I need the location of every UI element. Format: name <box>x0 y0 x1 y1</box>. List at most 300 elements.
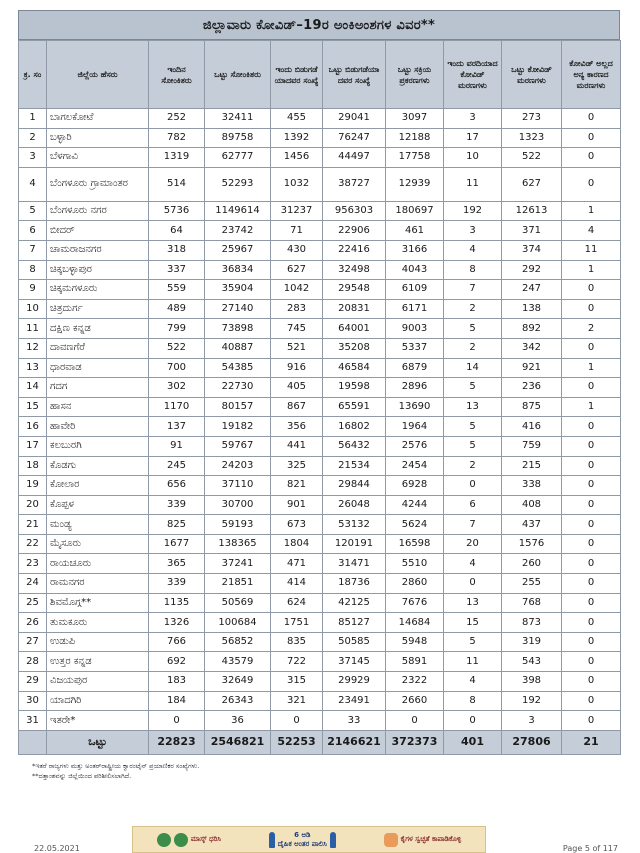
cell-serial: 15 <box>19 397 47 417</box>
table-row <box>19 338 621 358</box>
cell-today-discharged: 0 <box>271 711 323 731</box>
cell-today-discharged: 414 <box>271 574 323 594</box>
cell-today-discharged: 283 <box>271 299 323 319</box>
total-today-cases: 22823 <box>149 730 205 754</box>
cell-active-cases: 180697 <box>386 201 444 221</box>
footnotes <box>18 761 620 781</box>
cell-today-deaths: 14 <box>444 358 502 378</box>
masked-face-icon <box>157 833 171 847</box>
cell-total-deaths: 873 <box>502 613 562 633</box>
cell-total-deaths: 215 <box>502 456 562 476</box>
cell-total-cases: 56852 <box>205 632 271 652</box>
cell-non-covid-deaths: 0 <box>562 711 621 731</box>
cell-today-deaths: 4 <box>444 672 502 692</box>
total-district-name: ಒಟ್ಟು <box>47 730 149 754</box>
cell-total-discharged: 22906 <box>323 221 386 241</box>
cell-total-cases: 62777 <box>205 148 271 168</box>
table-row <box>19 109 621 129</box>
cell-non-covid-deaths: 0 <box>562 280 621 300</box>
cell-today-cases: 339 <box>149 495 205 515</box>
table-row <box>19 397 621 417</box>
table-row <box>19 280 621 300</box>
total-row <box>19 730 621 754</box>
cell-non-covid-deaths: 0 <box>562 417 621 437</box>
cell-non-covid-deaths: 0 <box>562 109 621 129</box>
cell-total-deaths: 255 <box>502 574 562 594</box>
cell-total-discharged: 38727 <box>323 167 386 201</box>
cell-total-deaths: 522 <box>502 148 562 168</box>
cell-district-name: ರಾಮನಗರ <box>47 574 149 594</box>
cell-today-deaths: 4 <box>444 554 502 574</box>
cell-today-cases: 318 <box>149 240 205 260</box>
cell-today-cases: 184 <box>149 691 205 711</box>
table-row <box>19 299 621 319</box>
cell-non-covid-deaths: 0 <box>562 436 621 456</box>
table-row <box>19 691 621 711</box>
cell-total-deaths: 759 <box>502 436 562 456</box>
cell-total-deaths: 1323 <box>502 128 562 148</box>
cell-today-discharged: 867 <box>271 397 323 417</box>
cell-active-cases: 2860 <box>386 574 444 594</box>
cell-active-cases: 7676 <box>386 593 444 613</box>
cell-serial: 27 <box>19 632 47 652</box>
cell-total-discharged: 120191 <box>323 534 386 554</box>
person-icon <box>330 832 336 848</box>
cell-non-covid-deaths: 0 <box>562 515 621 535</box>
cell-non-covid-deaths: 4 <box>562 221 621 241</box>
cell-today-cases: 365 <box>149 554 205 574</box>
table-row <box>19 260 621 280</box>
cell-serial: 23 <box>19 554 47 574</box>
cell-active-cases: 3097 <box>386 109 444 129</box>
cell-total-deaths: 273 <box>502 109 562 129</box>
header-total-deaths: ಒಟ್ಟು ಕೋವಿಡ್ ಮರಣಗಳು <box>502 41 562 109</box>
distance-subtext: ದೈಹಿಕ ಅಂತರ ಪಾಲಿಸಿ <box>277 839 327 848</box>
cell-today-deaths: 8 <box>444 691 502 711</box>
cell-total-discharged: 42125 <box>323 593 386 613</box>
cell-today-cases: 489 <box>149 299 205 319</box>
table-row <box>19 436 621 456</box>
cell-today-discharged: 405 <box>271 378 323 398</box>
cell-today-discharged: 71 <box>271 221 323 241</box>
cell-total-discharged: 16802 <box>323 417 386 437</box>
masked-face-icon <box>174 833 188 847</box>
cell-district-name: ಕೊಡಗು <box>47 456 149 476</box>
cell-total-deaths: 247 <box>502 280 562 300</box>
cell-today-cases: 700 <box>149 358 205 378</box>
cell-non-covid-deaths: 0 <box>562 476 621 496</box>
cell-serial: 9 <box>19 280 47 300</box>
cell-district-name: ಬೆಳಗಾವಿ <box>47 148 149 168</box>
cell-today-deaths: 6 <box>444 495 502 515</box>
footnote: **ದತ್ತಾಂಶವನ್ನು ಜಿಲ್ಲೆಯಿಂದ ಪರಿಶೀಲಿಸಲಾಗಿದೆ. <box>32 771 132 780</box>
table-row <box>19 167 621 201</box>
cell-active-cases: 5891 <box>386 652 444 672</box>
cell-total-discharged: 33 <box>323 711 386 731</box>
cell-today-cases: 782 <box>149 128 205 148</box>
cell-active-cases: 17758 <box>386 148 444 168</box>
cell-non-covid-deaths: 0 <box>562 691 621 711</box>
cell-total-cases: 59193 <box>205 515 271 535</box>
cell-serial: 14 <box>19 378 47 398</box>
cell-today-discharged: 455 <box>271 109 323 129</box>
cell-today-deaths: 2 <box>444 299 502 319</box>
cell-today-discharged: 901 <box>271 495 323 515</box>
cell-today-discharged: 821 <box>271 476 323 496</box>
cell-today-deaths: 10 <box>444 148 502 168</box>
cell-total-cases: 36834 <box>205 260 271 280</box>
table-row <box>19 201 621 221</box>
cell-total-deaths: 138 <box>502 299 562 319</box>
cell-district-name: ಬೆಂಗಳೂರು ಗ್ರಾಮಾಂತರ <box>47 167 149 201</box>
cell-today-cases: 137 <box>149 417 205 437</box>
cell-serial: 21 <box>19 515 47 535</box>
cell-serial: 5 <box>19 201 47 221</box>
cell-total-discharged: 53132 <box>323 515 386 535</box>
cell-serial: 20 <box>19 495 47 515</box>
cell-non-covid-deaths: 0 <box>562 672 621 692</box>
cell-total-deaths: 192 <box>502 691 562 711</box>
cell-total-cases: 27140 <box>205 299 271 319</box>
header-today-cases: ಇಂದಿನ ಸೋಂಕಿತರು <box>149 41 205 109</box>
cell-today-discharged: 471 <box>271 554 323 574</box>
cell-total-discharged: 22416 <box>323 240 386 260</box>
table-row <box>19 711 621 731</box>
table-row <box>19 652 621 672</box>
cell-active-cases: 3166 <box>386 240 444 260</box>
cell-district-name: ರಾಯಚೂರು <box>47 554 149 574</box>
cell-today-deaths: 5 <box>444 319 502 339</box>
cell-non-covid-deaths: 0 <box>562 632 621 652</box>
cell-serial: 13 <box>19 358 47 378</box>
cell-total-deaths: 768 <box>502 593 562 613</box>
cell-district-name: ಮಂಡ್ಯ <box>47 515 149 535</box>
cell-today-deaths: 11 <box>444 167 502 201</box>
cell-today-cases: 91 <box>149 436 205 456</box>
stats-sheet <box>18 10 620 781</box>
cell-district-name: ಬಳ್ಳಾರಿ <box>47 128 149 148</box>
cell-total-deaths: 398 <box>502 672 562 692</box>
cell-today-deaths: 7 <box>444 515 502 535</box>
cell-today-deaths: 8 <box>444 260 502 280</box>
cell-today-cases: 1170 <box>149 397 205 417</box>
total-active-cases: 372373 <box>386 730 444 754</box>
cell-district-name: ಬಾಗಲಕೋಟೆ <box>47 109 149 129</box>
cell-total-cases: 24203 <box>205 456 271 476</box>
cell-active-cases: 9003 <box>386 319 444 339</box>
cell-today-deaths: 3 <box>444 109 502 129</box>
cell-today-cases: 522 <box>149 338 205 358</box>
cell-total-cases: 26343 <box>205 691 271 711</box>
table-row <box>19 534 621 554</box>
table-row <box>19 574 621 594</box>
cell-total-deaths: 437 <box>502 515 562 535</box>
cell-total-discharged: 29844 <box>323 476 386 496</box>
cell-total-deaths: 292 <box>502 260 562 280</box>
cell-district-name: ಕಲಬುರಗಿ <box>47 436 149 456</box>
cell-serial: 3 <box>19 148 47 168</box>
cell-today-cases: 514 <box>149 167 205 201</box>
hand-wash-icon <box>384 833 398 847</box>
cell-district-name: ಚಿತ್ರದುರ್ಗ <box>47 299 149 319</box>
table-row <box>19 378 621 398</box>
cell-total-discharged: 18736 <box>323 574 386 594</box>
cell-non-covid-deaths: 0 <box>562 652 621 672</box>
cell-district-name: ಚಾಮರಾಜನಗರ <box>47 240 149 260</box>
cell-total-cases: 59767 <box>205 436 271 456</box>
cell-today-cases: 1326 <box>149 613 205 633</box>
header-district: ಜಿಲ್ಲೆಯ ಹೆಸರು <box>47 41 149 109</box>
cell-today-discharged: 356 <box>271 417 323 437</box>
cell-total-discharged: 31471 <box>323 554 386 574</box>
header-active-cases: ಒಟ್ಟು ಸಕ್ರಿಯ ಪ್ರಕರಣಗಳು <box>386 41 444 109</box>
cell-district-name: ಯಾದಗಿರಿ <box>47 691 149 711</box>
cell-serial: 31 <box>19 711 47 731</box>
cell-total-discharged: 37145 <box>323 652 386 672</box>
cell-today-discharged: 315 <box>271 672 323 692</box>
cell-total-cases: 50569 <box>205 593 271 613</box>
cell-total-cases: 1149614 <box>205 201 271 221</box>
cell-today-deaths: 2 <box>444 338 502 358</box>
cell-today-deaths: 0 <box>444 574 502 594</box>
table-row <box>19 613 621 633</box>
cell-non-covid-deaths: 0 <box>562 299 621 319</box>
table-body <box>19 109 621 755</box>
cell-active-cases: 12188 <box>386 128 444 148</box>
cell-total-cases: 30700 <box>205 495 271 515</box>
cell-non-covid-deaths: 0 <box>562 593 621 613</box>
cell-total-deaths: 3 <box>502 711 562 731</box>
cell-total-cases: 25967 <box>205 240 271 260</box>
cell-today-cases: 183 <box>149 672 205 692</box>
cell-total-cases: 21851 <box>205 574 271 594</box>
cell-district-name: ಚಿಕ್ಕಬಳ್ಳಾಪುರ <box>47 260 149 280</box>
cell-serial: 6 <box>19 221 47 241</box>
cell-today-discharged: 1804 <box>271 534 323 554</box>
cell-active-cases: 16598 <box>386 534 444 554</box>
cell-district-name: ಕೊಪ್ಪಳ <box>47 495 149 515</box>
cell-today-deaths: 17 <box>444 128 502 148</box>
cell-today-cases: 245 <box>149 456 205 476</box>
cell-today-cases: 559 <box>149 280 205 300</box>
cell-active-cases: 0 <box>386 711 444 731</box>
cell-total-discharged: 76247 <box>323 128 386 148</box>
safety-banner <box>132 826 486 853</box>
cell-active-cases: 2576 <box>386 436 444 456</box>
cell-today-deaths: 192 <box>444 201 502 221</box>
cell-district-name: ಇತರೇ* <box>47 711 149 731</box>
cell-today-deaths: 20 <box>444 534 502 554</box>
cell-total-discharged: 29548 <box>323 280 386 300</box>
cell-today-deaths: 5 <box>444 378 502 398</box>
cell-non-covid-deaths: 11 <box>562 240 621 260</box>
table-row <box>19 240 621 260</box>
cell-active-cases: 2660 <box>386 691 444 711</box>
page-number: Page 5 of 117 <box>562 844 618 853</box>
cell-district-name: ಹಾಸನ <box>47 397 149 417</box>
footer-date: 22.05.2021 <box>34 844 80 853</box>
table-row <box>19 319 621 339</box>
cell-today-discharged: 624 <box>271 593 323 613</box>
cell-district-name: ಶಿವಮೊಗ್ಗ** <box>47 593 149 613</box>
cell-active-cases: 2322 <box>386 672 444 692</box>
cell-active-cases: 1964 <box>386 417 444 437</box>
header-today-deaths: ಇಂದು ವರದಿಯಾದ ಕೋವಿಡ್ ಮರಣಗಳು <box>444 41 502 109</box>
cell-total-deaths: 921 <box>502 358 562 378</box>
cell-today-discharged: 31237 <box>271 201 323 221</box>
cell-total-cases: 37110 <box>205 476 271 496</box>
cell-total-deaths: 260 <box>502 554 562 574</box>
cell-today-discharged: 1042 <box>271 280 323 300</box>
cell-today-deaths: 11 <box>444 652 502 672</box>
cell-total-discharged: 956303 <box>323 201 386 221</box>
table-row <box>19 456 621 476</box>
cell-total-cases: 73898 <box>205 319 271 339</box>
cell-district-name: ಗದಗ <box>47 378 149 398</box>
cell-total-deaths: 319 <box>502 632 562 652</box>
cell-today-cases: 337 <box>149 260 205 280</box>
cell-today-deaths: 3 <box>444 221 502 241</box>
cell-total-cases: 32411 <box>205 109 271 129</box>
cell-today-discharged: 1032 <box>271 167 323 201</box>
cell-total-deaths: 236 <box>502 378 562 398</box>
cell-active-cases: 5510 <box>386 554 444 574</box>
cell-active-cases: 2454 <box>386 456 444 476</box>
cell-district-name: ಬೀದರ್ <box>47 221 149 241</box>
cell-serial: 10 <box>19 299 47 319</box>
cell-total-deaths: 892 <box>502 319 562 339</box>
cell-today-discharged: 745 <box>271 319 323 339</box>
cell-total-deaths: 543 <box>502 652 562 672</box>
cell-district-name: ದಾವಣಗೆರೆ <box>47 338 149 358</box>
cell-non-covid-deaths: 0 <box>562 495 621 515</box>
cell-total-deaths: 1576 <box>502 534 562 554</box>
cell-total-discharged: 29929 <box>323 672 386 692</box>
cell-today-deaths: 4 <box>444 240 502 260</box>
cell-today-cases: 1677 <box>149 534 205 554</box>
total-today-discharged: 52253 <box>271 730 323 754</box>
cell-total-cases: 22730 <box>205 378 271 398</box>
cell-total-deaths: 12613 <box>502 201 562 221</box>
cell-non-covid-deaths: 0 <box>562 456 621 476</box>
cell-total-discharged: 21534 <box>323 456 386 476</box>
cell-total-discharged: 44497 <box>323 148 386 168</box>
cell-total-cases: 36 <box>205 711 271 731</box>
cell-today-discharged: 835 <box>271 632 323 652</box>
cell-district-name: ವಿಜಯಪುರ <box>47 672 149 692</box>
cell-total-cases: 138365 <box>205 534 271 554</box>
cell-district-name: ಮೈಸೂರು <box>47 534 149 554</box>
cell-serial: 28 <box>19 652 47 672</box>
table-row <box>19 417 621 437</box>
cell-non-covid-deaths: 2 <box>562 319 621 339</box>
cell-today-deaths: 5 <box>444 632 502 652</box>
cell-total-cases: 54385 <box>205 358 271 378</box>
cell-active-cases: 6171 <box>386 299 444 319</box>
cell-non-covid-deaths: 0 <box>562 128 621 148</box>
cell-total-cases: 40887 <box>205 338 271 358</box>
total-total-cases: 2546821 <box>205 730 271 754</box>
cell-total-deaths: 338 <box>502 476 562 496</box>
cell-total-cases: 52293 <box>205 167 271 201</box>
table-row <box>19 632 621 652</box>
cell-today-discharged: 1392 <box>271 128 323 148</box>
cell-total-cases: 32649 <box>205 672 271 692</box>
cell-district-name: ಹಾವೇರಿ <box>47 417 149 437</box>
cell-total-cases: 23742 <box>205 221 271 241</box>
hands-text: ಕೈಗಳ ಸ್ವಚ್ಛತೆ ಕಾಪಾಡಿಕೊಳ್ಳಿ <box>400 835 462 843</box>
cell-serial: 11 <box>19 319 47 339</box>
cell-today-discharged: 627 <box>271 260 323 280</box>
cell-district-name: ಉಡುಪಿ <box>47 632 149 652</box>
cell-serial: 29 <box>19 672 47 692</box>
cell-today-discharged: 722 <box>271 652 323 672</box>
cell-total-deaths: 408 <box>502 495 562 515</box>
cell-serial: 22 <box>19 534 47 554</box>
cell-total-discharged: 35208 <box>323 338 386 358</box>
header-total-cases: ಒಟ್ಟು ಸೋಂಕಿತರು <box>205 41 271 109</box>
cell-total-cases: 19182 <box>205 417 271 437</box>
cell-today-cases: 5736 <box>149 201 205 221</box>
table-row <box>19 515 621 535</box>
cell-non-covid-deaths: 0 <box>562 574 621 594</box>
cell-total-discharged: 56432 <box>323 436 386 456</box>
cell-active-cases: 5337 <box>386 338 444 358</box>
cell-today-deaths: 0 <box>444 476 502 496</box>
total-total-discharged: 2146621 <box>323 730 386 754</box>
cell-total-discharged: 64001 <box>323 319 386 339</box>
cell-today-discharged: 916 <box>271 358 323 378</box>
cell-district-name: ದಕ್ಷಿಣ ಕನ್ನಡ <box>47 319 149 339</box>
cell-total-cases: 80157 <box>205 397 271 417</box>
cell-total-discharged: 65591 <box>323 397 386 417</box>
cell-serial: 7 <box>19 240 47 260</box>
cell-total-deaths: 416 <box>502 417 562 437</box>
cell-total-discharged: 23491 <box>323 691 386 711</box>
cell-today-cases: 825 <box>149 515 205 535</box>
cell-serial: 19 <box>19 476 47 496</box>
footnote: *ಇತರೆ ರಾಜ್ಯಗಳು ಮತ್ತು ಅಂತರ್‌ರಾಷ್ಟ್ರೀಯ ಕ್ವಾರಂಟೈನ್ ಪ್ರಯಾಣಿಕರ ಸಂಖ್ಯೆಗಳು. <box>32 761 200 770</box>
cell-today-cases: 692 <box>149 652 205 672</box>
cell-district-name: ಕೋಲಾರ <box>47 476 149 496</box>
cell-total-deaths: 374 <box>502 240 562 260</box>
cell-district-name: ಬೆಂಗಳೂರು ನಗರ <box>47 201 149 221</box>
cell-serial: 26 <box>19 613 47 633</box>
cell-today-cases: 799 <box>149 319 205 339</box>
cell-active-cases: 12939 <box>386 167 444 201</box>
cell-serial: 18 <box>19 456 47 476</box>
total-serial <box>19 730 47 754</box>
cell-serial: 8 <box>19 260 47 280</box>
cell-total-discharged: 32498 <box>323 260 386 280</box>
cell-today-cases: 1135 <box>149 593 205 613</box>
cell-non-covid-deaths: 0 <box>562 338 621 358</box>
cell-district-name: ಧಾರವಾಡ <box>47 358 149 378</box>
cell-total-deaths: 342 <box>502 338 562 358</box>
table-row <box>19 128 621 148</box>
total-non-covid-deaths: 21 <box>562 730 621 754</box>
cell-today-deaths: 13 <box>444 593 502 613</box>
cell-total-cases: 100684 <box>205 613 271 633</box>
cell-total-discharged: 50585 <box>323 632 386 652</box>
header-total-discharged: ಒಟ್ಟು ಬಿಡುಗಡೆಯಾ ದವರ ಸಂಖ್ಯೆ <box>323 41 386 109</box>
table-row <box>19 148 621 168</box>
cell-today-discharged: 441 <box>271 436 323 456</box>
cell-today-deaths: 5 <box>444 417 502 437</box>
page-footer <box>0 826 640 853</box>
cell-today-deaths: 2 <box>444 456 502 476</box>
cell-serial: 17 <box>19 436 47 456</box>
